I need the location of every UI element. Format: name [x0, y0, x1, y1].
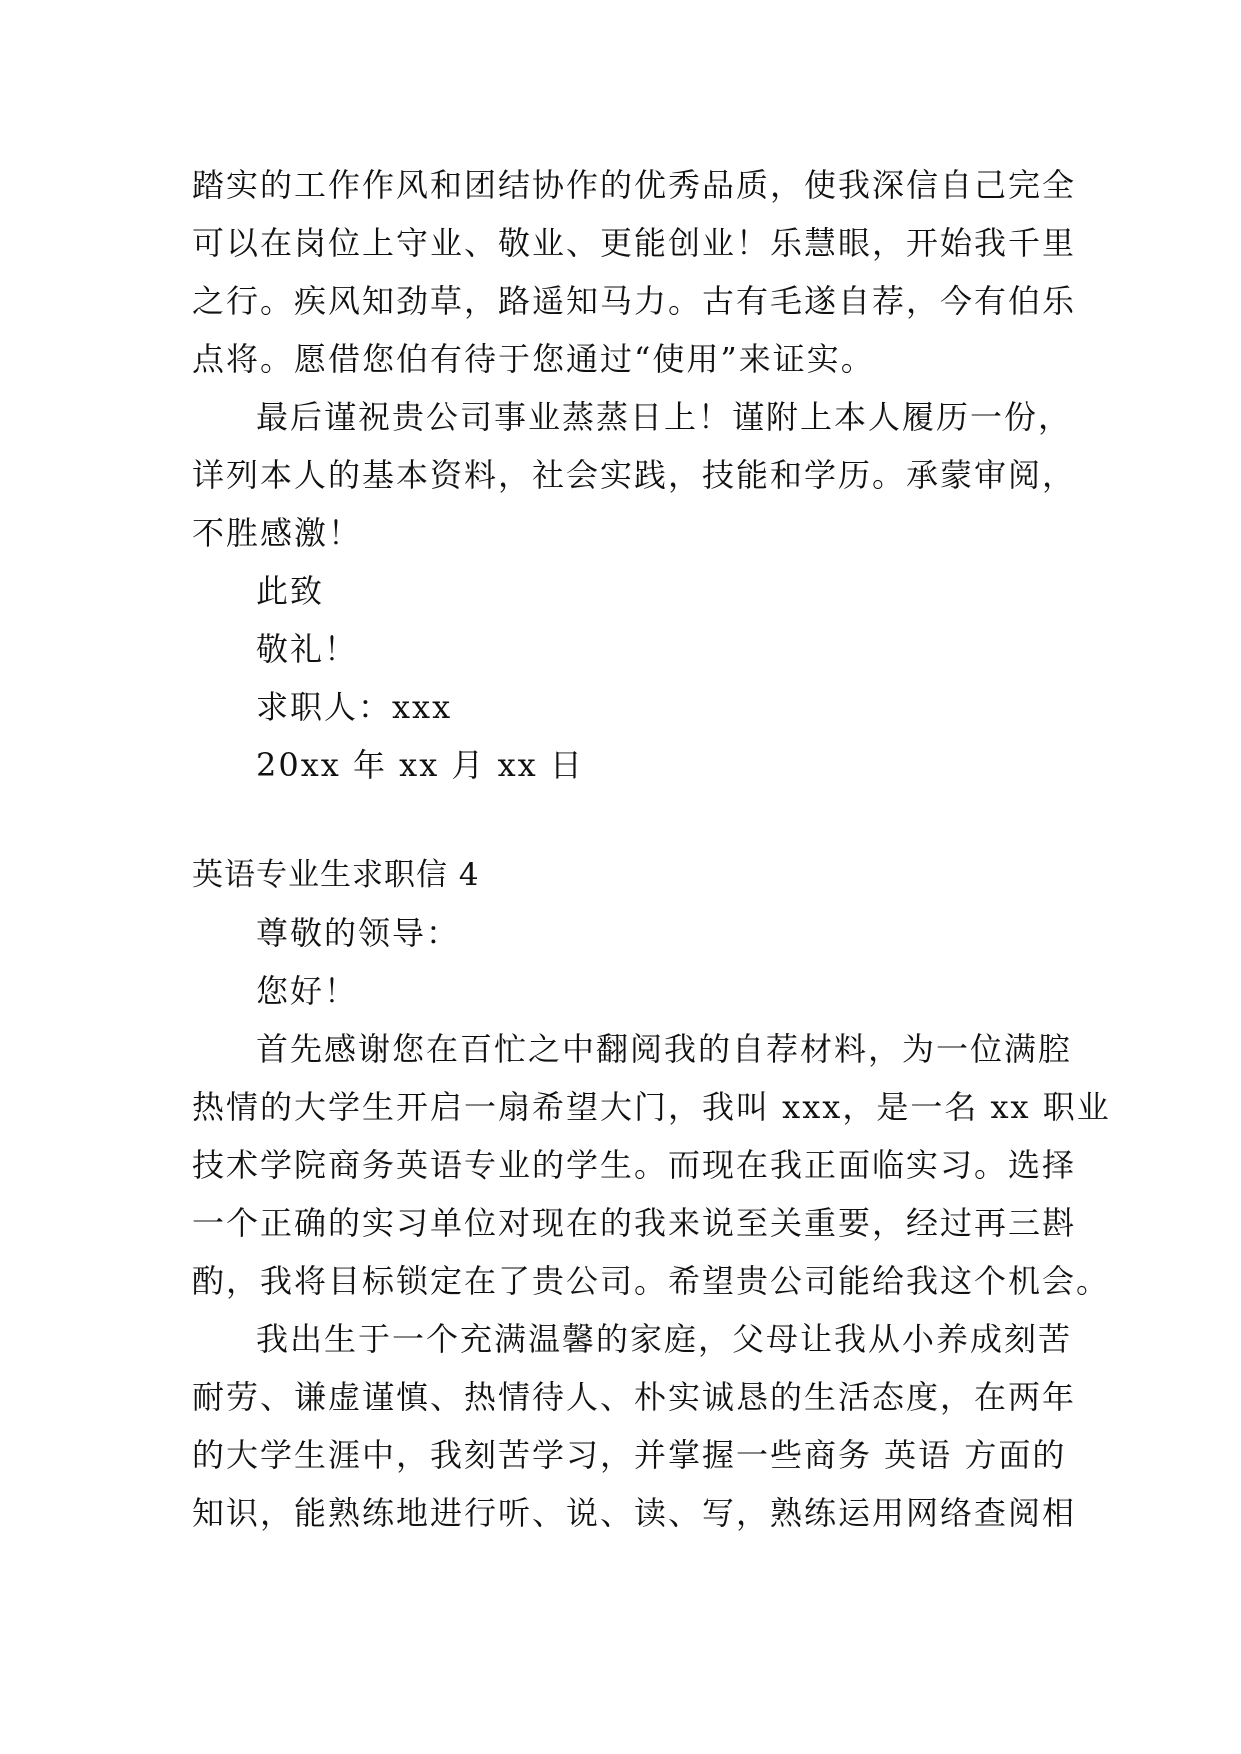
paragraph-line: 可以在岗位上守业、敬业、更能创业！乐慧眼，开始我千里 — [192, 224, 1077, 262]
paragraph-line: 点将。愿借您伯有待于您通过“使用”来证实。 — [192, 340, 875, 378]
paragraph-line: 首先感谢您在百忙之中翻阅我的自荐材料，为一位满腔 — [256, 1030, 1073, 1068]
closing-regards: 敬礼！ — [256, 630, 359, 668]
paragraph-line: 的大学生涯中，我刻苦学习，并掌握一些商务 英语 方面的 — [192, 1436, 1067, 1474]
paragraph-line: 踏实的工作作风和团结协作的优秀品质，使我深信自己完全 — [192, 166, 1077, 204]
paragraph-line: 一个正确的实习单位对现在的我来说至关重要，经过再三斟 — [192, 1204, 1077, 1242]
paragraph-line: 耐劳、谦虚谨慎、热情待人、朴实诚恳的生活态度，在两年 — [192, 1378, 1077, 1416]
paragraph-line: 最后谨祝贵公司事业蒸蒸日上！谨附上本人履历一份， — [256, 398, 1073, 436]
paragraph-line: 技术学院商务英语专业的学生。而现在我正面临实习。选择 — [192, 1146, 1077, 1184]
paragraph-line: 之行。疾风知劲草，路遥知马力。古有毛遂自荐，今有伯乐 — [192, 282, 1077, 320]
paragraph-line: 详列本人的基本资料，社会实践，技能和学历。承蒙审阅， — [192, 456, 1077, 494]
section-title: 英语专业生求职信 4 — [192, 857, 480, 893]
paragraph-line: 不胜感激！ — [192, 514, 363, 552]
paragraph-line: 知识，能熟练地进行听、说、读、写，熟练运用网络查阅相 — [192, 1494, 1077, 1532]
greeting-line: 尊敬的领导： — [256, 914, 461, 952]
paragraph-line: 热情的大学生开启一扇希望大门，我叫 xxx，是一名 xx 职业 — [192, 1088, 1111, 1126]
signature-date: 20xx 年 xx 月 xx 日 — [256, 746, 584, 784]
greeting-line: 您好！ — [256, 972, 359, 1010]
closing-salutation: 此致 — [256, 572, 325, 610]
paragraph-line: 我出生于一个充满温馨的家庭，父母让我从小养成刻苦 — [256, 1320, 1073, 1358]
signature-applicant: 求职人：xxx — [256, 688, 453, 726]
paragraph-line: 酌，我将目标锁定在了贵公司。希望贵公司能给我这个机会。 — [192, 1262, 1111, 1300]
